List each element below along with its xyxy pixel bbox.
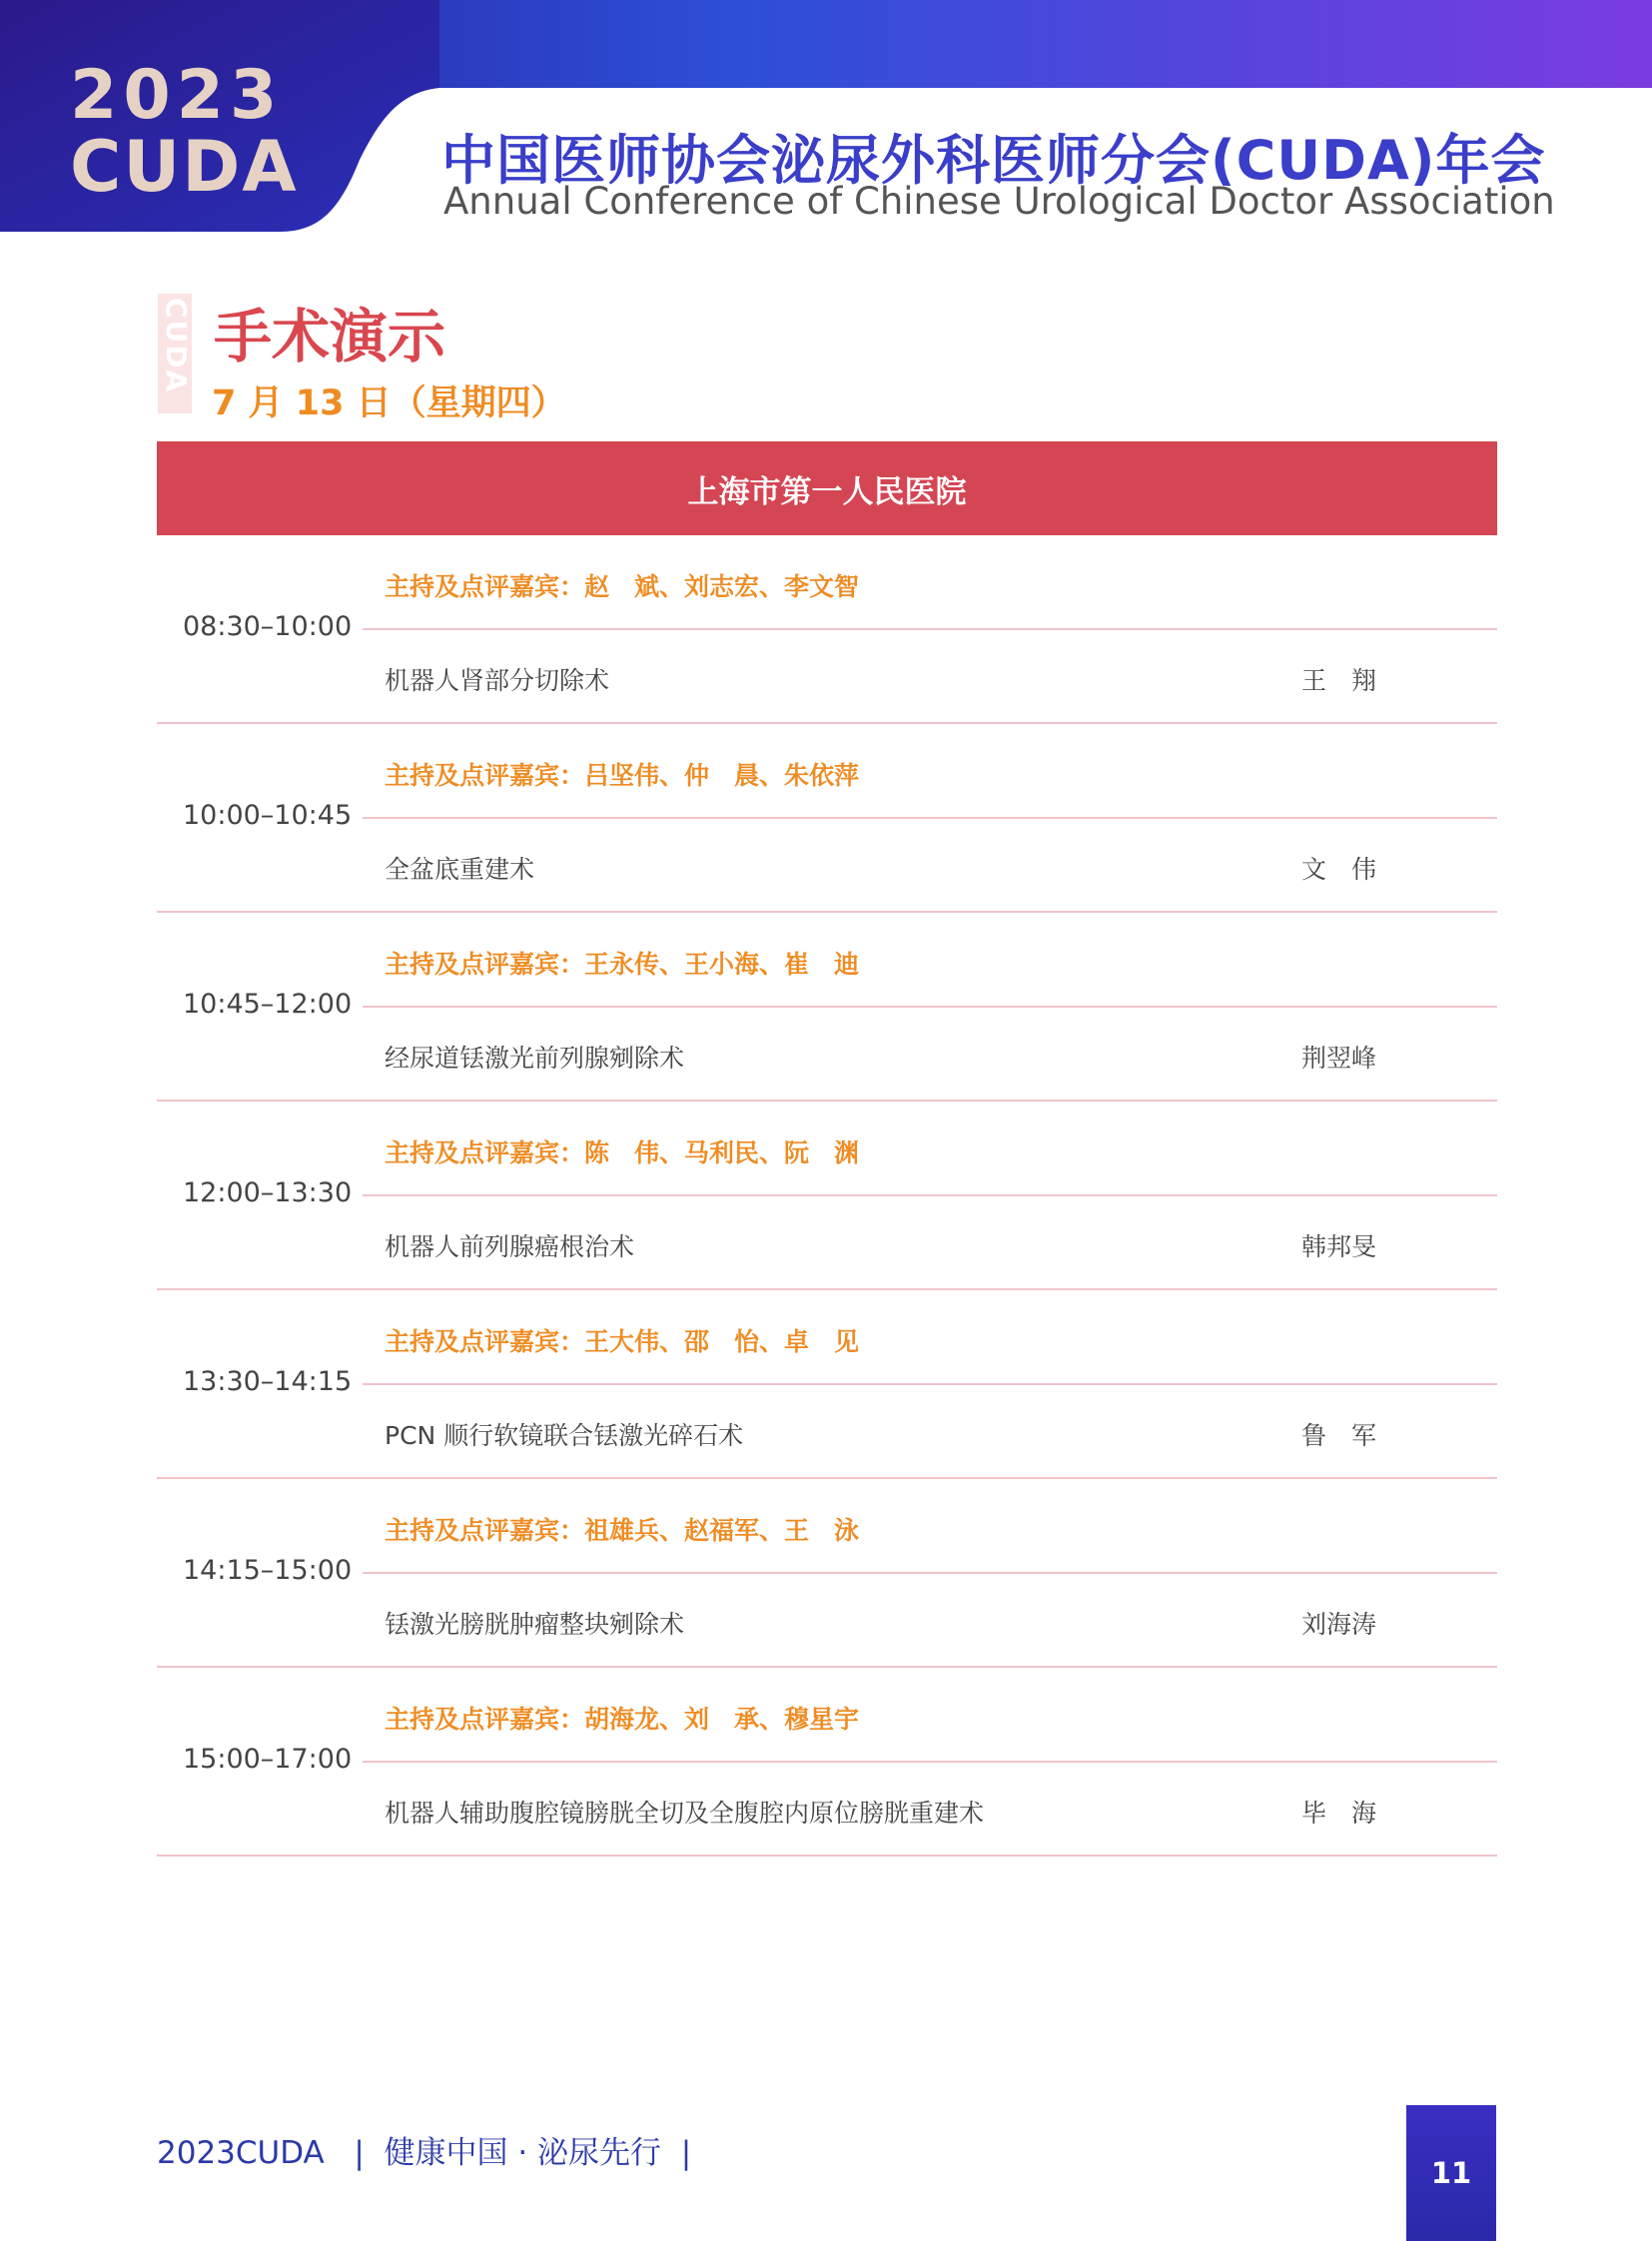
session-time: 14:15–15:00 (183, 1555, 353, 1586)
section-title: 手术演示 (214, 303, 446, 371)
session-speaker: 韩邦旻 (1301, 1232, 1377, 1261)
row-divider (363, 1761, 1497, 1763)
session-row (157, 1290, 1497, 1479)
session-time: 10:45–12:00 (183, 989, 353, 1020)
page-footer: 2023CUDA | 健康中国 · 泌尿先行 | (157, 2135, 692, 2171)
session-topic: 铥激光膀胱肿瘤整块剜除术 (385, 1610, 685, 1639)
session-time: 10:00–10:45 (183, 800, 353, 831)
venue-header: 上海市第一人民医院 (157, 441, 1497, 535)
session-time: 12:00–13:30 (183, 1177, 353, 1208)
row-divider (363, 628, 1497, 630)
row-divider (363, 1006, 1497, 1008)
session-row (157, 1102, 1497, 1290)
footer-slogan: 健康中国 · 泌尿先行 (384, 2135, 662, 2171)
session-topic: 机器人辅助腹腔镜膀胱全切及全腹腔内原位膀胱重建术 (385, 1799, 985, 1828)
side-mark (158, 294, 192, 413)
row-divider (363, 1572, 1497, 1574)
session-speaker: 鲁 军 (1301, 1421, 1377, 1450)
session-speaker: 毕 海 (1301, 1799, 1377, 1828)
session-table (157, 535, 1497, 1857)
session-row (157, 535, 1497, 724)
session-speaker: 文 伟 (1301, 855, 1377, 884)
session-row (157, 1668, 1497, 1857)
session-row (157, 1479, 1497, 1668)
conference-subtitle: Annual Conference of Chinese Urological Doctor Association (443, 180, 1555, 223)
session-speaker: 王 翔 (1301, 666, 1377, 695)
footer-brand: 2023CUDA (157, 2135, 325, 2171)
session-row (157, 724, 1497, 913)
session-speaker: 刘海涛 (1301, 1610, 1377, 1639)
session-row (157, 913, 1497, 1102)
session-hosts: 主持及点评嘉宾：王大伟、邵 怡、卓 见 (385, 1327, 860, 1356)
session-speaker: 荆翌峰 (1301, 1044, 1377, 1073)
session-hosts: 主持及点评嘉宾：吕坚伟、仲 晨、朱依萍 (385, 761, 860, 790)
row-divider (363, 1194, 1497, 1196)
side-mark-text: CUDA (160, 298, 193, 394)
logo-brand: CUDA (70, 126, 299, 208)
cuda-logo (70, 56, 300, 208)
session-topic: 全盆底重建术 (385, 855, 535, 884)
session-hosts: 主持及点评嘉宾：胡海龙、刘 承、穆星宇 (385, 1705, 860, 1734)
session-hosts: 主持及点评嘉宾：陈 伟、马利民、阮 渊 (385, 1138, 860, 1167)
session-hosts: 主持及点评嘉宾：祖雄兵、赵福军、王 泳 (385, 1516, 860, 1545)
session-topic: PCN 顺行软镜联合铥激光碎石术 (385, 1421, 744, 1450)
conference-title: 中国医师协会泌尿外科医师分会(CUDA)年会 (441, 129, 1546, 192)
page-number: 11 (1406, 2105, 1496, 2241)
row-divider (363, 817, 1497, 819)
section-date: 7 月 13 日（星期四） (212, 383, 566, 423)
session-topic: 经尿道铥激光前列腺剜除术 (385, 1044, 685, 1073)
header-banner (0, 0, 1652, 232)
session-topic: 机器人前列腺癌根治术 (385, 1232, 635, 1261)
session-hosts: 主持及点评嘉宾：王永传、王小海、崔 迪 (385, 950, 860, 979)
session-hosts: 主持及点评嘉宾：赵 斌、刘志宏、李文智 (385, 572, 860, 601)
session-topic: 机器人肾部分切除术 (385, 666, 610, 695)
session-time: 15:00–17:00 (183, 1744, 353, 1775)
logo-year: 2023 (70, 56, 284, 135)
row-divider (363, 1383, 1497, 1385)
session-time: 13:30–14:15 (183, 1366, 353, 1397)
session-time: 08:30–10:00 (183, 611, 353, 642)
